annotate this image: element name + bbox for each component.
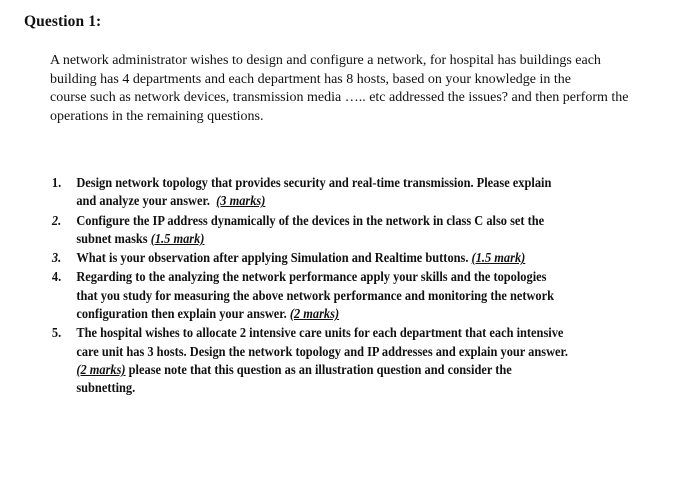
intro-line: course such as network devices, transmission media ….. etc addressed the issues? and then perform the	[50, 90, 629, 106]
question-text-line	[76, 305, 696, 323]
question-marks: (3 marks)	[216, 193, 266, 209]
question-marks: (1.5 mark)	[150, 230, 205, 246]
question-marks: (2 marks)	[76, 361, 126, 377]
question-number: 3.	[51, 250, 62, 266]
question-item-3	[50, 249, 697, 267]
question-text: subnetting.	[76, 380, 136, 396]
question-text-line	[76, 192, 696, 210]
question-number: 5.	[51, 325, 62, 341]
question-text: and analyze your answer.	[76, 193, 210, 209]
question-text-line	[76, 249, 696, 267]
question-text: please note that this question as an illustration question and consider the	[128, 361, 512, 377]
question-heading: Question 1:	[24, 13, 102, 30]
question-text: The hospital wishes to allocate 2 intensive care units for each department that each intensive	[76, 325, 564, 341]
question-number: 2.	[51, 212, 62, 228]
intro-line: building has 4 departments and each department has 8 hosts, based on your knowledge in the	[50, 71, 571, 87]
question-text: Configure the IP address dynamically of the devices in the network in class C also set the	[76, 212, 545, 228]
question-text: Regarding to the analyzing the network performance apply your skills and the topologies	[76, 269, 547, 285]
question-item-5	[50, 324, 697, 397]
question-text: that you study for measuring the above network performance and monitoring the network	[76, 287, 555, 303]
question-number: 1.	[51, 175, 62, 190]
question-text: Design network topology that provides security and real-time transmission. Please explain	[76, 175, 552, 190]
question-list	[50, 174, 690, 399]
question-text: subnet masks	[76, 230, 148, 246]
question-item-2	[50, 212, 697, 249]
question-number: 4.	[51, 269, 62, 285]
intro-paragraph	[50, 52, 680, 126]
question-text: configuration then explain your answer.	[76, 306, 287, 322]
intro-line: operations in the remaining questions.	[50, 108, 264, 124]
question-item-4	[50, 268, 697, 323]
question-text: care unit has 3 hosts. Design the network topology and IP addresses and explain your answer.	[76, 343, 568, 359]
question-item-1	[50, 174, 697, 211]
question-text-line	[76, 361, 696, 379]
question-text: What is your observation after applying Simulation and Realtime buttons.	[76, 250, 469, 266]
question-marks: (2 marks)	[289, 306, 340, 322]
intro-line: A network administrator wishes to design and configure a network, for hospital has buildings each	[50, 53, 601, 68]
question-text-line	[76, 230, 696, 248]
question-marks: (1.5 mark)	[471, 250, 526, 266]
